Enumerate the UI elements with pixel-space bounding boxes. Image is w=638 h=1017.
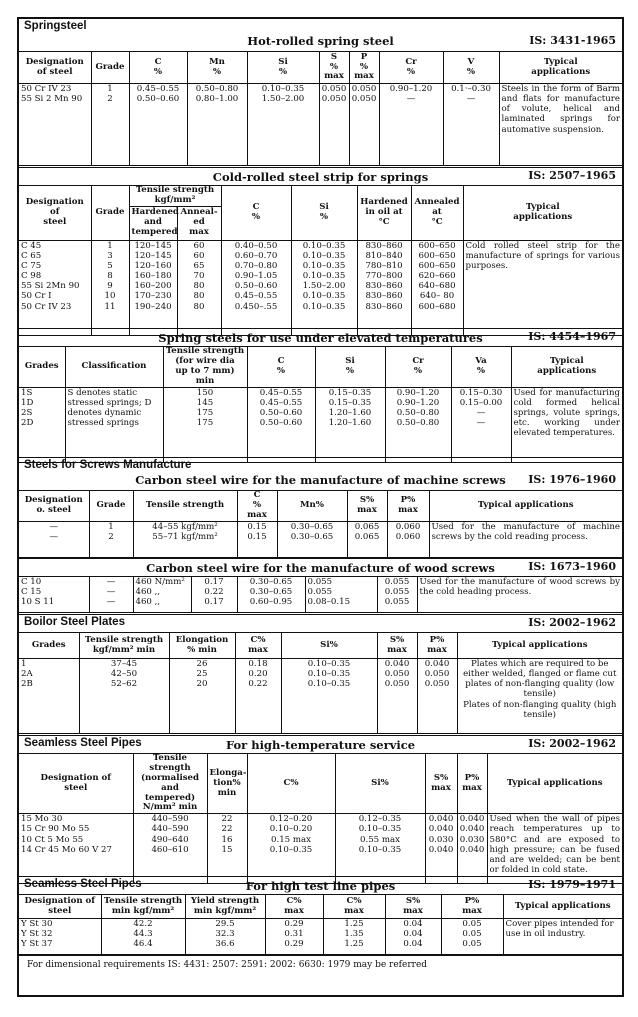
- col-header: Tensile strength kgf/mm²: [129, 186, 221, 207]
- col-header: P% max: [417, 633, 457, 659]
- col-header: Tensile strength: [133, 491, 237, 522]
- col-header: C%: [247, 754, 335, 814]
- table-cell: Plates which are required to be either welded, flanged or flame cut plates of non-flanging quality (low tensile) Plates of non-flanging quality (high tensile): [457, 659, 622, 734]
- table-cell: — — —: [89, 577, 133, 613]
- footnote-row: [19, 955, 622, 976]
- table-cell: 0.15–0.35 0.15–0.35 1.20–1.60 1.20–1.60: [315, 387, 385, 462]
- table-cell: Y St 30 Y St 32 Y St 37: [19, 919, 101, 955]
- section-header: [19, 736, 622, 753]
- col-header: Designation of steel: [19, 895, 101, 919]
- wood-screws-table: [19, 576, 622, 613]
- col-header: Grades: [19, 633, 79, 659]
- col-header: Typical applications: [503, 895, 622, 919]
- col-header: Typical applications: [511, 347, 622, 388]
- table-cell: 0.30–0.65 0.30–0.65: [277, 521, 347, 557]
- boiler-plates-table: [19, 632, 622, 734]
- standard-number: IS: 4454–1967: [528, 330, 616, 343]
- table-cell: 440–590 440–590 490–640 460–610: [133, 814, 207, 884]
- table-cell: 0.1·–0.30 —: [443, 84, 499, 166]
- section-pipes-line: [19, 877, 622, 1001]
- col-header: Typical applications: [487, 754, 622, 814]
- table-cell: 0.12–0.35 0.10–0.35 0.55 max 0.10–0.35: [335, 814, 425, 884]
- elevated-temp-table: [19, 346, 622, 463]
- col-header: P% max: [457, 754, 487, 814]
- table-cell: — —: [19, 521, 89, 557]
- machine-screws-table: [19, 490, 622, 558]
- section-title: Spring steels for use under elevated temperatures: [158, 331, 483, 345]
- table-cell: 0.04 0.04 0.04: [385, 919, 441, 955]
- table-cell: 42.2 44.3 46.4: [101, 919, 185, 955]
- standard-number: IS: 2002–1962: [528, 737, 616, 750]
- pipes-line-table: [19, 894, 622, 955]
- section-wood-screws: [19, 559, 622, 615]
- table-cell: Steels in the form of Barm and flats for manufacture of volute, helical and laminated springs for automative suspension.: [499, 84, 622, 166]
- category-title: Steels for Screws Manufacture: [24, 459, 192, 471]
- table-cell: 0.040 0.040 0.030 0.040: [425, 814, 457, 884]
- col-header: S% max: [385, 895, 441, 919]
- table-cell: 0.45–0.55 0.50–0.60: [129, 84, 187, 166]
- standard-number: IS: 3431-1965: [529, 34, 616, 47]
- col-header: Va %: [451, 347, 511, 388]
- table-cell: 0.040 0.050 0.050: [417, 659, 457, 734]
- section-header: [19, 615, 622, 632]
- table-cell: 0.90–1.20 —: [379, 84, 443, 166]
- table-cell: 150 145 175 175: [163, 387, 247, 462]
- standard-number: IS: 1976–1960: [528, 473, 616, 486]
- col-header: C %: [221, 186, 291, 241]
- table-cell: C 10 C 15 10 S 11: [19, 577, 89, 613]
- col-header: C% max: [235, 633, 281, 659]
- col-header: Tensile strength kgf/mm² min: [79, 633, 169, 659]
- spring-steel-sheet: [17, 17, 624, 997]
- table-cell: 50 Cr IV 23 55 Si 2 Mn 90: [19, 84, 91, 166]
- section-title: For high test line pipes: [245, 879, 396, 893]
- standard-number: IS: 2507–1965: [528, 169, 616, 182]
- table-cell: Used for the manufacture of wood screws by the cold heading process.: [417, 577, 622, 613]
- col-header: Elongation % min: [169, 633, 235, 659]
- table-cell: 0.060 0.060: [387, 521, 429, 557]
- table-cell: 1 2: [89, 521, 133, 557]
- section-title: Cold-rolled steel strip for springs: [212, 170, 429, 184]
- table-cell: 37–45 42–50 52–62: [79, 659, 169, 734]
- col-header: P % max: [349, 52, 379, 84]
- section-header: [19, 877, 622, 894]
- table-cell: 0.040 0.050 0.050: [377, 659, 417, 734]
- cold-rolled-table: [19, 185, 622, 336]
- col-header: Si %: [247, 52, 319, 84]
- table-cell: 0.055 0.055 0.08–0.15: [305, 577, 377, 613]
- hot-rolled-table: [19, 51, 622, 166]
- table-cell: 60 60 65 70 80 80 80: [177, 240, 221, 335]
- col-header: Si %: [291, 186, 357, 241]
- col-header: Designation of steel: [19, 186, 91, 241]
- section-header: [19, 458, 622, 490]
- col-header: P% max: [441, 895, 503, 919]
- table-cell: 0.30–0.65 0.30–0.65 0.60–0.95: [237, 577, 305, 613]
- section-elevated-temp: [19, 329, 622, 458]
- col-header: Si %: [315, 347, 385, 388]
- col-header: Grade: [91, 52, 129, 84]
- section-header: [19, 329, 622, 346]
- table-cell: 0.065 0.065: [347, 521, 387, 557]
- col-header: V %: [443, 52, 499, 84]
- category-title: Seamless Steel Pipes: [24, 878, 142, 890]
- section-boiler-plates: [19, 615, 622, 736]
- table-cell: 0.40–0.50 0.60–0.70 0.70–0.80 0.90–1.05 0.50–0.60 0.45–0.55 0.450–.55: [221, 240, 291, 335]
- table-cell: 29.5 32.3 36.6: [185, 919, 265, 955]
- table-cell: Used when the wall of pipes reach temperatures up to 580°C and are exposed to high pressure; can be fused and are welded; can be bent or folded in cold state.: [487, 814, 622, 884]
- table-cell: 44–55 kgf/mm² 55–71 kgf/mm²: [133, 521, 237, 557]
- col-header: Hardened in oil at °C: [357, 186, 411, 241]
- standard-number: IS: 2002–1962: [528, 616, 616, 629]
- table-cell: 15 Mo 30 15 Cr 90 Mo 55 10 Ct 5 Mo 55 14 Cr 45 Mo 60 V 27: [19, 814, 133, 884]
- table-cell: 460 N/mm² 460 ,, 460 ,,: [133, 577, 191, 613]
- pipes-high-temp-table: [19, 753, 622, 884]
- col-header: Hardened and tempered: [129, 206, 177, 240]
- table-cell: Cold rolled steel strip for the manufacture of springs for various purposes.: [463, 240, 622, 335]
- col-header: Si%: [281, 633, 377, 659]
- col-header: Typical applications: [463, 186, 622, 241]
- section-hot-rolled: [19, 19, 622, 168]
- category-title: Springsteel: [24, 20, 87, 32]
- table-cell: 1 2: [91, 84, 129, 166]
- col-header: C% max: [323, 895, 385, 919]
- col-header: Designation of steel: [19, 52, 91, 84]
- col-header: Grade: [89, 491, 133, 522]
- table-cell: Used for manufacturing cold formed helical springs, volute springs, etc. working under elevated temperatures.: [511, 387, 622, 462]
- col-header: Grade: [91, 186, 129, 241]
- col-header: S% max: [377, 633, 417, 659]
- col-header: Designation of steel: [19, 754, 133, 814]
- col-header: Grades: [19, 347, 65, 388]
- table-cell: 0.10–0.35 0.10–0.35 0.10–0.35 0.10–0.35 1.50–2.00 0.10–0.35 0.10–0.35: [291, 240, 357, 335]
- section-header: [19, 559, 622, 576]
- table-cell: Used for the manufacture of machine screws by the cold reading process.: [429, 521, 622, 557]
- section-header: [19, 19, 622, 51]
- table-cell: 1.25 1.35 1.25: [323, 919, 385, 955]
- col-header: Mn%: [277, 491, 347, 522]
- col-header: Cr %: [385, 347, 451, 388]
- table-cell: 0.50–0.80 0.80–1.00: [187, 84, 247, 166]
- table-cell: 0.15 0.15: [237, 521, 277, 557]
- col-header: Designation o. steel: [19, 491, 89, 522]
- col-header: Typical applications: [499, 52, 622, 84]
- col-header: Typical applications: [457, 633, 622, 659]
- table-cell: 0.055 0.055 0.055: [377, 577, 417, 613]
- table-cell: 0.17 0.22 0.17: [191, 577, 237, 613]
- table-cell: 26 25 20: [169, 659, 235, 734]
- col-header: Annealed at °C: [411, 186, 463, 241]
- footnote: For dimensional requirements IS: 4431: 2507: 2591: 2002: 6630: 1979 may be referred: [27, 960, 428, 970]
- table-cell: 0.29 0.31 0.29: [265, 919, 323, 955]
- col-header: Typical applications: [429, 491, 622, 522]
- col-header: C% max: [265, 895, 323, 919]
- table-cell: 0.45–0.55 0.45–0.55 0.50–0.60 0.50–0.60: [247, 387, 315, 462]
- section-pipes-high-temp: [19, 736, 622, 877]
- col-header: Si%: [335, 754, 425, 814]
- col-header: Cr %: [379, 52, 443, 84]
- section-header: [19, 168, 622, 185]
- col-header: Tensile strength (for wire dia up to 7 mm) min: [163, 347, 247, 388]
- table-cell: 1 2A 2B: [19, 659, 79, 734]
- col-header: C %: [129, 52, 187, 84]
- table-cell: 1S 1D 2S 2D: [19, 387, 65, 462]
- col-header: S% max: [347, 491, 387, 522]
- col-header: C %: [247, 347, 315, 388]
- table-cell: 600–650 600–650 600–650 620–660 640–680 640– 80 600–680: [411, 240, 463, 335]
- category-title: Boilor Steel Plates: [24, 616, 125, 628]
- table-cell: 0.050 0.050: [349, 84, 379, 166]
- col-header: C % max: [237, 491, 277, 522]
- col-header: Tensile strength (normalised and tempered) N/mm² min: [133, 754, 207, 814]
- table-cell: 0.05 0.05 0.05: [441, 919, 503, 955]
- table-cell: 0.10–0.35 1.50–2.00: [247, 84, 319, 166]
- col-header: S % max: [319, 52, 349, 84]
- table-cell: C 45 C 65 C 75 C 98 55 Si 2Mn 90 50 Cr I 50 Cr IV 23: [19, 240, 91, 335]
- col-header: Mn %: [187, 52, 247, 84]
- col-header: Anneal- ed max: [177, 206, 221, 240]
- section-cold-rolled: [19, 168, 622, 329]
- col-header: S% max: [425, 754, 457, 814]
- section-title: Carbon steel wire for the manufacture of machine screws: [135, 473, 506, 487]
- category-title: Seamless Steel Pipes: [24, 737, 142, 749]
- table-cell: Cover pipes intended for use in oil industry.: [503, 919, 622, 955]
- table-cell: 22 22 16 15: [207, 814, 247, 884]
- standard-number: IS: 1673–1960: [528, 560, 616, 573]
- col-header: Yield strength min kgf/mm²: [185, 895, 265, 919]
- section-title: For high-temperature service: [225, 738, 416, 752]
- table-cell: 0.12–0.20 0.10–0.20 0.15 max 0.10–0.35: [247, 814, 335, 884]
- table-cell: 0.040 0.040 0.030 0.040: [457, 814, 487, 884]
- col-header: Classification: [65, 347, 163, 388]
- section-title: Carbon steel wire for the manufacture of wood screws: [146, 561, 495, 575]
- table-cell: 0.10–0.35 0.10–0.35 0.10–0.35: [281, 659, 377, 734]
- col-header: Tensile strength min kgf/mm²: [101, 895, 185, 919]
- col-header: P% max: [387, 491, 429, 522]
- table-cell: 120–145 120–145 120–160 160–180 160–200 170–230 190–240: [129, 240, 177, 335]
- table-cell: 0.050 0.050: [319, 84, 349, 166]
- table-cell: 1 3 5 8 9 10 11: [91, 240, 129, 335]
- table-cell: 0.90–1.20 0.90–1.20 0.50–0.80 0.50–0.80: [385, 387, 451, 462]
- section-machine-screws: [19, 458, 622, 559]
- table-cell: 0.18 0.20 0.22: [235, 659, 281, 734]
- standard-number: IS: 1979–1971: [528, 878, 616, 891]
- table-cell: S denotes static stressed springs; D denotes dynamic stressed springs: [65, 387, 163, 462]
- col-header: Elonga- tion% min: [207, 754, 247, 814]
- table-cell: 0.15–0.30 0.15–0.00 — —: [451, 387, 511, 462]
- section-title: Hot-rolled spring steel: [247, 34, 394, 48]
- table-cell: 830–860 810–840 780–810 770–800 830–860 830–860 830–860: [357, 240, 411, 335]
